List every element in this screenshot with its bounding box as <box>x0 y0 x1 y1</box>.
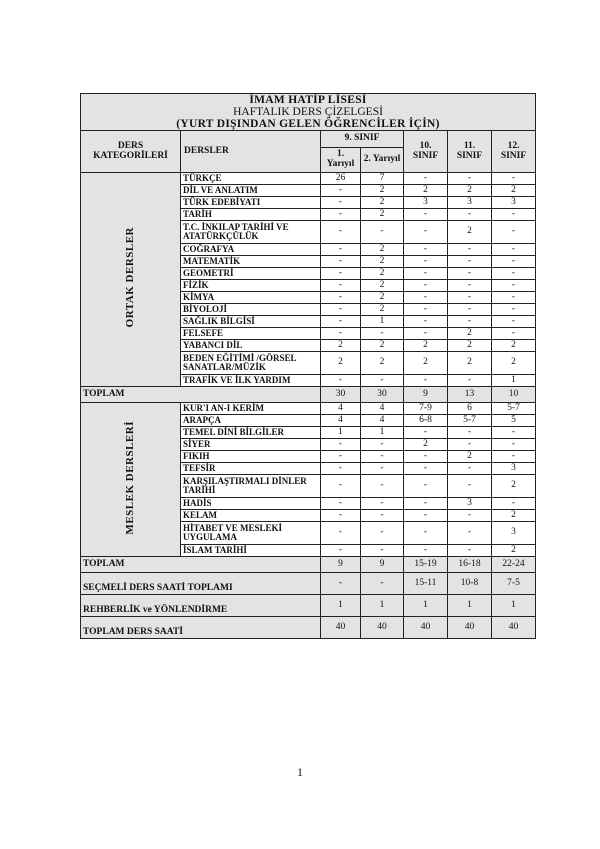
hours-cell: - <box>404 173 448 185</box>
course-name: COĞRAFYA <box>181 244 321 256</box>
header-course: DERSLER <box>181 131 321 173</box>
hours-cell: 3 <box>492 463 536 475</box>
course-name: TÜRK EDEBİYATI <box>181 197 321 209</box>
hours-cell: - <box>361 510 404 522</box>
hours-cell: 2 <box>404 439 448 451</box>
hours-cell: 3 <box>492 197 536 209</box>
hours-cell: - <box>404 292 448 304</box>
hours-cell: - <box>492 304 536 316</box>
summary-cell: - <box>361 573 404 595</box>
hours-cell: 2 <box>361 292 404 304</box>
meslek-category-label: MESLEK DERSLERİ <box>123 420 136 535</box>
ortak-category-label: ORTAK DERSLER <box>123 227 136 328</box>
hours-cell: - <box>321 475 361 498</box>
hours-cell: 3 <box>404 197 448 209</box>
hours-cell: 2 <box>361 304 404 316</box>
course-name: KELAM <box>181 510 321 522</box>
hours-cell: 5 <box>492 415 536 427</box>
hours-cell: - <box>492 439 536 451</box>
hours-cell: 1 <box>361 427 404 439</box>
hours-cell: - <box>321 451 361 463</box>
hours-cell: - <box>492 209 536 221</box>
hours-cell: - <box>448 304 492 316</box>
hours-cell: - <box>448 522 492 545</box>
hours-cell: - <box>404 316 448 328</box>
hours-cell: 3 <box>448 498 492 510</box>
hours-cell: - <box>448 316 492 328</box>
hours-cell: 6 <box>448 403 492 415</box>
hours-cell: - <box>361 451 404 463</box>
summary-cell: 40 <box>404 617 448 639</box>
hours-cell: - <box>404 510 448 522</box>
hours-cell: 3 <box>492 522 536 545</box>
hours-cell: - <box>448 280 492 292</box>
hours-cell: 2 <box>492 510 536 522</box>
hours-cell: 1 <box>361 316 404 328</box>
hours-cell: 2 <box>361 340 404 352</box>
hours-cell: - <box>321 328 361 340</box>
schedule-subtitle: (YURT DIŞINDAN GELEN ÖĞRENCİLER İÇİN) <box>176 118 440 131</box>
course-name: SİYER <box>181 439 321 451</box>
hours-cell: - <box>321 256 361 268</box>
hours-cell: - <box>361 545 404 557</box>
hours-cell: 4 <box>361 415 404 427</box>
hours-cell: - <box>492 316 536 328</box>
hours-cell: 2 <box>448 328 492 340</box>
hours-cell: 6-8 <box>404 415 448 427</box>
hours-cell: 2 <box>492 545 536 557</box>
hours-cell: - <box>448 427 492 439</box>
hours-cell: - <box>321 498 361 510</box>
summary-cell: 40 <box>361 617 404 639</box>
hours-cell: - <box>448 463 492 475</box>
hours-cell: 2 <box>492 352 536 375</box>
hours-cell: 4 <box>321 403 361 415</box>
total-cell: 30 <box>361 387 404 403</box>
hours-cell: - <box>404 328 448 340</box>
hours-cell: - <box>448 545 492 557</box>
course-name: TARİH <box>181 209 321 221</box>
summary-cell: 10-8 <box>448 573 492 595</box>
hours-cell: - <box>448 268 492 280</box>
summary-label: REHBERLİK ve YÖNLENDİRME <box>81 595 321 617</box>
hours-cell: 2 <box>404 185 448 197</box>
hours-cell: - <box>321 510 361 522</box>
hours-cell: - <box>492 328 536 340</box>
summary-cell: 7-5 <box>492 573 536 595</box>
meslek-total-row <box>81 557 536 573</box>
hours-cell: - <box>448 510 492 522</box>
hours-cell: 2 <box>448 340 492 352</box>
hours-cell: 2 <box>361 280 404 292</box>
header-semester-1 <box>321 148 361 173</box>
total-cell: 9 <box>404 387 448 403</box>
course-name: FELSEFE <box>181 328 321 340</box>
hours-cell: 7 <box>361 173 404 185</box>
hours-cell: 3 <box>448 197 492 209</box>
hours-cell: - <box>492 221 536 244</box>
hours-cell: - <box>404 498 448 510</box>
hours-cell: 2 <box>404 340 448 352</box>
hours-cell: - <box>361 475 404 498</box>
hours-cell: - <box>361 522 404 545</box>
hours-cell: - <box>321 280 361 292</box>
hours-cell: - <box>361 328 404 340</box>
hours-cell: - <box>321 375 361 387</box>
hours-cell: - <box>404 280 448 292</box>
summary-cell: 1 <box>404 595 448 617</box>
hours-cell: 2 <box>492 185 536 197</box>
summary-cell: 15-11 <box>404 573 448 595</box>
hours-cell: - <box>404 451 448 463</box>
hours-cell: 2 <box>448 451 492 463</box>
hours-cell: 2 <box>448 352 492 375</box>
summary-label: SEÇMELİ DERS SAATİ TOPLAMI <box>81 573 321 595</box>
school-title: İMAM HATİP LİSESİ <box>249 94 367 106</box>
summary-cell: 40 <box>321 617 361 639</box>
ortak-total-label: TOPLAM <box>81 387 321 403</box>
course-name: TÜRKÇE <box>181 173 321 185</box>
hours-cell: - <box>361 439 404 451</box>
hours-cell: - <box>321 221 361 244</box>
summary-row <box>81 617 536 639</box>
hours-cell: - <box>321 463 361 475</box>
semester-1-label: 1. Yarıyıl <box>326 149 355 170</box>
hours-cell: - <box>321 545 361 557</box>
hours-cell: 4 <box>321 415 361 427</box>
hours-cell: 2 <box>321 352 361 375</box>
total-cell: 15-19 <box>404 557 448 573</box>
header-semester-2 <box>361 148 404 173</box>
hours-cell: - <box>321 185 361 197</box>
course-name: ARAPÇA <box>181 415 321 427</box>
hours-cell: - <box>321 292 361 304</box>
hours-cell: - <box>492 173 536 185</box>
weekly-schedule-table <box>80 93 536 639</box>
header-grade10: 10. SINIF <box>404 131 448 173</box>
header-category: DERS KATEGORİLERİ <box>81 131 181 173</box>
course-name: KUR'I AN-I KERİM <box>181 403 321 415</box>
hours-cell: 2 <box>404 352 448 375</box>
hours-cell: - <box>321 197 361 209</box>
hours-cell: - <box>448 209 492 221</box>
total-cell: 30 <box>321 387 361 403</box>
total-cell: 9 <box>321 557 361 573</box>
course-name: BEDEN EĞİTİMİ /GÖRSEL SANATLAR/MÜZİK <box>181 352 321 375</box>
summary-cell: 40 <box>492 617 536 639</box>
page-number: 1 <box>297 765 303 779</box>
summary-row <box>81 595 536 617</box>
hours-cell: - <box>321 304 361 316</box>
meslek-total-label: TOPLAM <box>81 557 321 573</box>
hours-cell: 2 <box>321 340 361 352</box>
hours-cell: - <box>492 427 536 439</box>
hours-cell: 2 <box>361 209 404 221</box>
hours-cell: - <box>448 439 492 451</box>
hours-cell: - <box>404 522 448 545</box>
course-name: BİYOLOJİ <box>181 304 321 316</box>
course-name: TEMEL DİNİ BİLGİLER <box>181 427 321 439</box>
hours-cell: - <box>492 451 536 463</box>
course-name: T.C. İNKILAP TARİHİ VE ATATÜRKÇÜLÜK <box>181 221 321 244</box>
hours-cell: - <box>492 280 536 292</box>
header-grade12: 12. SINIF <box>492 131 536 173</box>
course-name: KARŞILAŞTIRMALI DİNLER TARİHİ <box>181 475 321 498</box>
table-row <box>81 403 536 415</box>
hours-cell: - <box>361 221 404 244</box>
hours-cell: 2 <box>492 340 536 352</box>
total-cell: 16-18 <box>448 557 492 573</box>
course-name: HADİS <box>181 498 321 510</box>
hours-cell: - <box>492 498 536 510</box>
course-name: DİL VE ANLATIM <box>181 185 321 197</box>
hours-cell: - <box>492 256 536 268</box>
course-name: MATEMATİK <box>181 256 321 268</box>
hours-cell: - <box>404 375 448 387</box>
total-cell: 22-24 <box>492 557 536 573</box>
ortak-total-row <box>81 387 536 403</box>
summary-label: TOPLAM DERS SAATİ <box>81 617 321 639</box>
total-cell: 10 <box>492 387 536 403</box>
hours-cell: - <box>404 268 448 280</box>
course-name: YABANCI DİL <box>181 340 321 352</box>
schedule-title: HAFTALIK DERS ÇİZELGESİ <box>233 106 383 119</box>
hours-cell: 2 <box>448 221 492 244</box>
hours-cell: - <box>448 475 492 498</box>
hours-cell: - <box>321 439 361 451</box>
summary-cell: 1 <box>492 595 536 617</box>
hours-cell: 2 <box>361 352 404 375</box>
header-grade11: 11. SINIF <box>448 131 492 173</box>
hours-cell: - <box>321 316 361 328</box>
hours-cell: - <box>361 375 404 387</box>
semester-2-label: 2. Yarıyıl <box>363 154 401 165</box>
hours-cell: - <box>448 256 492 268</box>
hours-cell: - <box>404 545 448 557</box>
summary-cell: 1 <box>448 595 492 617</box>
hours-cell: - <box>321 244 361 256</box>
hours-cell: 2 <box>361 197 404 209</box>
hours-cell: - <box>404 475 448 498</box>
course-name: TEFSİR <box>181 463 321 475</box>
hours-cell: - <box>404 256 448 268</box>
hours-cell: - <box>492 268 536 280</box>
summary-cell: 40 <box>448 617 492 639</box>
header-grade9: 9. SINIF <box>321 131 404 148</box>
meslek-category-cell <box>81 403 181 557</box>
course-name: KİMYA <box>181 292 321 304</box>
hours-cell: - <box>404 304 448 316</box>
course-name: FIKIH <box>181 451 321 463</box>
hours-cell: 7-9 <box>404 403 448 415</box>
course-name: İSLAM TARİHİ <box>181 545 321 557</box>
hours-cell: - <box>448 173 492 185</box>
hours-cell: - <box>404 427 448 439</box>
hours-cell: - <box>404 221 448 244</box>
table-title <box>81 94 536 131</box>
hours-cell: 1 <box>492 375 536 387</box>
hours-cell: 4 <box>361 403 404 415</box>
hours-cell: - <box>361 498 404 510</box>
hours-cell: - <box>448 375 492 387</box>
course-name: SAĞLIK BİLGİSİ <box>181 316 321 328</box>
summary-cell: 1 <box>321 595 361 617</box>
hours-cell: 1 <box>321 427 361 439</box>
course-name: GEOMETRİ <box>181 268 321 280</box>
course-name: TRAFİK VE İLK YARDIM <box>181 375 321 387</box>
hours-cell: - <box>361 463 404 475</box>
total-cell: 13 <box>448 387 492 403</box>
summary-cell: - <box>321 573 361 595</box>
hours-cell: - <box>492 244 536 256</box>
hours-cell: 2 <box>448 185 492 197</box>
hours-cell: 26 <box>321 173 361 185</box>
hours-cell: 2 <box>361 185 404 197</box>
hours-cell: - <box>404 209 448 221</box>
table-row <box>81 173 536 185</box>
course-name: HİTABET VE MESLEKİ UYGULAMA <box>181 522 321 545</box>
hours-cell: - <box>448 292 492 304</box>
summary-row <box>81 573 536 595</box>
hours-cell: - <box>404 244 448 256</box>
hours-cell: 5-7 <box>492 403 536 415</box>
hours-cell: - <box>404 463 448 475</box>
hours-cell: 2 <box>361 244 404 256</box>
summary-cell: 1 <box>361 595 404 617</box>
total-cell: 9 <box>361 557 404 573</box>
hours-cell: 2 <box>361 256 404 268</box>
ortak-category-cell <box>81 173 181 387</box>
course-name: FİZİK <box>181 280 321 292</box>
hours-cell: - <box>321 209 361 221</box>
hours-cell: - <box>448 244 492 256</box>
hours-cell: - <box>321 522 361 545</box>
hours-cell: 2 <box>361 268 404 280</box>
hours-cell: 2 <box>492 475 536 498</box>
hours-cell: - <box>492 292 536 304</box>
hours-cell: 5-7 <box>448 415 492 427</box>
hours-cell: - <box>321 268 361 280</box>
